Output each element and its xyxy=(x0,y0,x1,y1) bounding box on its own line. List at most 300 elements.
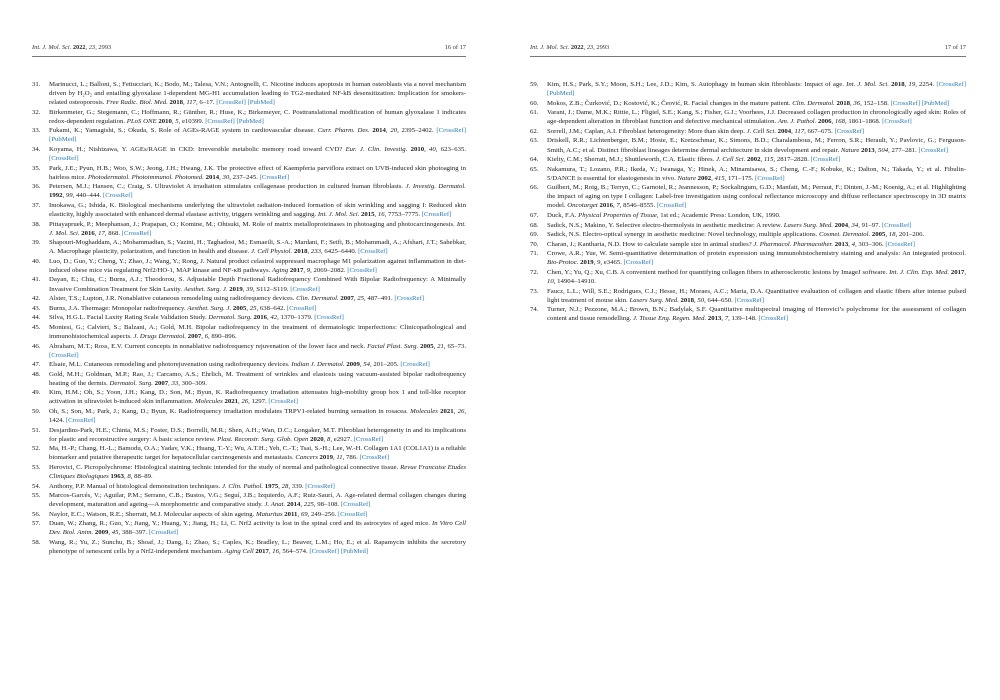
reference-authors-title: Kim, H.M.; Oh, S.; Yoon, J.H.; Kang, D.; Son, M.; Byun, K. Radiofrequency irradiation attenuates high-mobility group box 1 and toll-like receptor activation in ultraviolet b-induced skin inflammation. xyxy=(49,389,466,406)
reference-authors-title: Abraham, M.T.; Ross, E.V. Current concepts in nonablative radiofrequency rejuvenation of the lower face and neck. xyxy=(49,342,368,350)
reference-authors-title: Charan, J.; Kantharia, N.D. How to calculate sample size in animal studies? xyxy=(547,240,754,248)
reference-volume: 36 xyxy=(853,99,861,107)
reference-authors-title: Birkenmeier, G.; Stegemann, C.; Hoffmann, R.; Günther, R.; Huse, K.; Birkemeyer, C. Posttranslational modification of human glyoxalase 1 indicates redox-dependent regulation. xyxy=(49,108,466,125)
reference-volume: 28 xyxy=(281,482,289,490)
reference-item: 37. Imokawa, G.; Ishida, K. Biological mechanisms underlying the ultraviolet radiation-induced formation of skin wrinkling and sagging I: Reduced skin elasticity, highly associated with enhanced dermal elastase activity, triggers wrinkling and sagging. Int. J. Mol. Sci. 2015, 16, 7753–7775. [CrossRef] xyxy=(32,201,466,218)
reference-item: 73. Faucz, L.L.; Will, S.E.; Rodrigues, C.J.; Hesse, H.; Moraes, A.C.; Maria, D.A. Quantitative evaluation of collagen and elastic fibers after intense pulsed light treatment of mouse skin. Lasers Surg. Med. 2018, 50, 644–650. [CrossRef] xyxy=(530,287,966,304)
reference-volume: 25 xyxy=(249,304,257,312)
reference-volume: 117 xyxy=(794,127,805,135)
page-17 xyxy=(530,0,966,700)
reference-year: 2020 xyxy=(310,435,324,443)
reference-item: 66. Guilbert, M.; Roig, B.; Terryn, C.; Garnotel, R.; Jeannesson, P.; Sockalingum, G.D.; Manfait, M.; Perraut, F.; Dinten, J.-M.; Koenig, A.; et al. Highlighting the impact of aging on type I collagen: Label-free investigation using confocal reflectance microscopy and diffuse reflectance spectroscopy in 3D matrix model. Oncotarget 2016, 7, 8546–8555. [CrossRef] xyxy=(530,184,966,210)
reference-year: 2004 xyxy=(777,127,792,135)
reference-authors-title: Kielty, C.M.; Sherratt, M.J.; Shuttleworth, C.A. Elastic fibres. xyxy=(547,156,717,164)
reference-year: 2006 xyxy=(818,118,832,126)
reference-item: 35. Park, J.E.; Pyun, H.B.; Woo, S.W.; Jeong, J.H.; Hwang, J.K. The protective effect of Kaempferia parviflora extract on UVB-induced skin photoaging in hairless mice. Photodermatol. Photoimmunol. Photomed. 2014, 30, 237–245. [CrossRef] xyxy=(32,164,466,181)
reference-volume: 45 xyxy=(111,529,119,537)
reference-number: 47. xyxy=(32,361,41,369)
reference-item: 56. Naylor, E.C.; Watson, R.E.; Sherratt, M.J. Molecular aspects of skin ageing. Maturitas 2011, 69, 249–256. [CrossRef] xyxy=(32,510,368,518)
crossref-link[interactable]: [CrossRef] xyxy=(918,146,949,154)
reference-number: 70. xyxy=(530,240,539,248)
reference-volume: 21 xyxy=(437,342,444,350)
reference-volume: 26 xyxy=(457,408,465,416)
reference-pages: 8546–8555. xyxy=(623,202,656,210)
reference-authors-title: Kim, H.S.; Park, S.Y.; Moon, S.H.; Lee, J.D.; Kim, S. Autophagy in human skin fibroblasts: Impact of age. xyxy=(547,81,847,88)
reference-authors-title: Sadick, N.S. Electro-optical synergy in aesthetic medicine: Novel technology, multiple applications. xyxy=(547,231,819,239)
page-number: 16 of 17 xyxy=(444,44,466,51)
reference-journal: Curr. Pharm. Des. xyxy=(317,127,370,135)
reference-pages: 237–245. xyxy=(232,173,258,181)
reference-volume: 225 xyxy=(303,501,314,509)
reference-volume: 20 xyxy=(390,127,398,135)
reference-year: 2007 xyxy=(187,332,202,340)
reference-authors-title: Ma, H.-P.; Chang, H.-L.; Bamodu, O.A.; Yadav, V.K.; Huang, T.-Y.; Wu, A.T.H.; Yeh, C.-T.; Tsai, S.-H.; Lee, W.-H. Collagen 1A1 (COL1A1) is a reliable biomarker and putative therapeutic target for hepatocellular carcinogenesis and metastasis. xyxy=(49,445,466,462)
reference-number: 33. xyxy=(32,127,41,135)
reference-number: 34. xyxy=(32,145,41,153)
reference-number: 40. xyxy=(32,257,41,265)
reference-year: 2010 xyxy=(410,145,425,153)
reference-item: 31. Marinucci, L.; Balloni, S.; Fettucciari, K.; Bodo, M.; Talesa, V.N.; Antognelli, C. Nicotine induces apoptosis in human osteoblasts via a novel mechanism driven by H₂O₂ and entailing glyoxalase 1-dependent MG-H1 accumulation leading to TG2-mediated NF-kB desensitization: Implication for smokers-related osteoporosis. Free Radic. Biol. Med. 2018, 117, 6–17. [CrossRef] [PubMed] xyxy=(32,81,466,107)
crossref-link[interactable]: [CrossRef] xyxy=(309,548,340,556)
reference-item: 48. Gold, M.H.; Goldman, M.P.; Rao, J.; Carcamo, A.S.; Ehrlich, M. Treatment of wrinkles and elastosis using vacuum-assisted bipolar radiofrequency heating of the dermis. Dermatol. Surg. 2007, 33, 300–309. xyxy=(32,370,466,387)
crossref-link[interactable]: [CrossRef] xyxy=(290,285,320,293)
reference-journal: Eur. J. Clin. Investig. xyxy=(345,145,408,153)
crossref-link[interactable]: [CrossRef] xyxy=(436,127,466,135)
reference-volume: 9 xyxy=(597,259,601,267)
pubmed-link[interactable]: [PubMed] xyxy=(49,136,77,144)
article-number: 2993 xyxy=(596,44,610,51)
reference-item: 47. Elsaie, M.L. Cutaneous remodeling and photorejuvenation using radiofrequency devices. Indian J. Dermatol. 2009, 54, 201–205. [CrossRef] xyxy=(32,361,430,369)
reference-number: 38. xyxy=(32,220,41,228)
reference-item: 46. Abraham, M.T.; Ross, E.V. Current concepts in nonablative radiofrequency rejuvenation of the lower face and neck. Facial Plast. Surg. 2005, 21, 65–73. [CrossRef] xyxy=(32,342,467,359)
reference-journal: J. Cell Sci. xyxy=(716,156,746,164)
reference-number: 52. xyxy=(32,445,41,453)
reference-number: 54. xyxy=(32,482,41,490)
reference-year: 2017 xyxy=(950,269,965,277)
reference-authors-title: Duck, F.A. xyxy=(547,212,579,220)
crossref-link[interactable]: [CrossRef] xyxy=(421,210,452,218)
reference-item: 49. Kim, H.M.; Oh, S.; Yoon, J.H.; Kang, D.; Son, M.; Byun, K. Radiofrequency irradiation attenuates high-mobility group box 1 and toll-like receptor activation in ultraviolet b-induced skin inflammation. Molecules 2021, 26, 1297. [CrossRef] xyxy=(32,389,466,406)
reference-volume: 117 xyxy=(186,99,196,107)
reference-journal: Aging Cell xyxy=(224,548,254,556)
crossref-link[interactable]: [CrossRef] xyxy=(882,118,912,126)
reference-journal: Nature xyxy=(677,174,696,182)
reference-volume: 10 xyxy=(547,278,554,286)
reference-volume: 69 xyxy=(300,510,308,518)
reference-item: 61. Varani, J.; Dame, M.K.; Rittie, L.; Fligiel, S.E.; Kang, S.; Fisher, G.J.; Voorhees, J.J. Decreased collagen production in chronologically aged skin: Roles of age-dependent alteration in fibroblast function and defective mechanical stimulation. Am. J. Pathol. 2006, 168, 1861–1868. [CrossRef] xyxy=(530,109,966,126)
reference-year: 2013 xyxy=(861,146,875,154)
reference-journal: J. Tissue Eng. Regen. Med. xyxy=(633,315,707,323)
reference-item: 43. Burns, J.A. Thermage: Monopolar radiofrequency. Aesthet. Surg. J. 2005, 25, 638–642. [CrossRef] xyxy=(32,304,317,312)
reference-authors-title: Park, J.E.; Pyun, H.B.; Woo, S.W.; Jeong, J.H.; Hwang, J.K. The protective effect of Kaempferia parviflora extract on UVB-induced skin photoaging in hairless mice. xyxy=(49,164,466,181)
pubmed-link[interactable]: [PubMed] xyxy=(247,99,275,107)
reference-authors-title: Oh, S.; Son, M.; Park, J.; Kang, D.; Byun, K. Radiofrequency irradiation modulates TRPV1-related burning sensation in rosacea. xyxy=(49,408,411,416)
reference-pages: S112–S119. xyxy=(256,285,289,293)
reference-item: 71. Crowe, A.R.; Yue, W. Semi-quantitative determination of protein expression using immunohistochemistry staining and analysis: An integrated protocol. Bio-Protoc. 2019, 9, e3465. [CrossRef] xyxy=(530,250,966,267)
page-16 xyxy=(32,0,466,700)
reference-item: 70. Charan, J.; Kantharia, N.D. How to calculate sample size in animal studies? J. Pharmacol. Pharmacother. 2013, 4, 303–306. [CrossRef] xyxy=(530,240,916,248)
reference-number: 67. xyxy=(530,212,539,220)
reference-pages: 623–635. xyxy=(440,145,467,153)
reference-item: 38. Pittayapruek, P.; Meephansan, J.; Prapapan, O.; Komine, M.; Ohtsuki, M. Role of matrix metalloproteinases in photoaging and photocarcinogenesis. Int. J. Mol. Sci. 2016, 17, 868. [CrossRef] xyxy=(32,220,466,237)
crossref-link[interactable]: [CrossRef] xyxy=(65,417,96,425)
crossref-link[interactable]: [CrossRef] xyxy=(353,435,384,443)
reference-item: 44. Silva, H.G.L. Facial Laxity Rating Scale Validation Study. Dermatol. Surg. 2016, 42, 1370–1379. [CrossRef] xyxy=(32,314,344,322)
crossref-link[interactable]: [CrossRef] xyxy=(205,117,235,125)
reference-item: 40. Luo, D.; Guo, Y.; Cheng, Y.; Zhao, J.; Wang, Y.; Rong, J. Natural product celastrol suppressed macrophage M1 polarization against inflammation in diet-induced obese mice via regulating Nrf2/HO-1, MAP kinase and NF-κB pathways. Aging 2017, 9, 2069–2082. [CrossRef] xyxy=(32,257,466,274)
reference-authors-title: Petersen, M.J.; Hansen, C.; Craig, S. Ultraviolet A irradiation stimulates collagenase production in cultured human fibroblasts. xyxy=(49,183,406,191)
reference-authors-title: Crowe, A.R.; Yue, W. Semi-quantitative determination of protein expression using immunohistochemistry staining and analysis: An integrated protocol. xyxy=(547,250,966,258)
reference-list xyxy=(530,80,966,324)
reference-year: 1992 xyxy=(49,192,63,200)
reference-volume: 33 xyxy=(171,379,179,387)
reference-year: 2013 xyxy=(707,315,722,323)
reference-pages: 91–97. xyxy=(861,221,881,229)
crossref-link[interactable]: [CrossRef] xyxy=(49,351,79,359)
reference-journal: J. Anat. xyxy=(264,501,286,509)
reference-volume: 504 xyxy=(877,146,889,154)
reference-number: 66. xyxy=(530,184,539,192)
crossref-link[interactable]: [CrossRef] xyxy=(286,304,317,312)
reference-journal: Revue Francaise Etudes Cliniques Biologiques xyxy=(49,463,466,480)
reference-number: 71. xyxy=(530,250,539,258)
crossref-link[interactable]: [CrossRef] xyxy=(216,99,246,107)
crossref-link[interactable]: [CrossRef] xyxy=(121,229,152,237)
reference-pages: 300–309. xyxy=(181,379,207,387)
crossref-link[interactable]: [CrossRef] xyxy=(259,173,290,181)
reference-year: 2016 xyxy=(599,202,613,210)
reference-number: 31. xyxy=(32,81,41,88)
reference-journal: Indian J. Dermatol. xyxy=(291,361,345,369)
reference-authors-title: Dayan, E.; Chia, C.; Burns, A.J.; Theodorou, S. Adjustable Depth Fractional Radiofrequency Combined With Bipolar Radiofrequency: A Minimally Invasive Combination Treatment for Skin Laxity. xyxy=(49,276,466,293)
reference-item: 57. Duan, W.; Zhang, R.; Guo, Y.; Jiang, Y.; Huang, Y.; Jiang, H.; Li, C. Nrf2 activity is lost in the spinal cord and its astrocytes of aged mice. In Vitro Cell Dev. Biol. Anim. 2009, 45, 388–397. [CrossRef] xyxy=(32,520,466,537)
reference-number: 61. xyxy=(530,109,539,117)
reference-volume: 50 xyxy=(697,296,705,304)
crossref-link[interactable]: [CrossRef] xyxy=(268,398,298,406)
reference-item: 74. Turner, N.J.; Pezzone, M.A.; Brown, B.N.; Badylak, S.F. Quantitative multispectral imaging of Herovici’s polychrome for the assessment of collagen content and tissue remodelling. J. Tissue Eng. Regen. Med. 2013, 7, 139–148. [CrossRef] xyxy=(530,306,966,323)
reference-pages: 171–175. xyxy=(728,174,754,182)
reference-year: 2016 xyxy=(81,229,95,237)
pubmed-link[interactable]: [PubMed] xyxy=(236,117,264,125)
journal-volume: 23 xyxy=(586,44,594,51)
reference-volume: 168 xyxy=(834,118,846,126)
reference-authors-title: Nakamura, T.; Lozano, P.R.; Ikeda, Y.; Iwanaga, Y.; Hinek, A.; Minamisawa, S.; Cheng, C.-F.; Kobuke, K.; Dalton, N.; Takada, Y.; et al. Fibulin-5/DANCE is essential for elastogenesis in vivo. xyxy=(547,165,966,182)
reference-year: 2007 xyxy=(154,379,169,387)
reference-pages: e10399. xyxy=(181,117,204,125)
reference-item: 32. Birkenmeier, G.; Stegemann, C.; Hoffmann, R.; Günther, R.; Huse, K.; Birkemeyer, C. Posttranslational modification of human glyoxalase 1 indicates redox-dependent regulation. PLoS ONE 2010, 5, e10399. [CrossRef] [PubMed] xyxy=(32,108,466,125)
reference-item: 39. Shapouri-Moghaddam, A.; Mohammadian, S.; Vazini, H.; Taghadosi, M.; Esmaeili, S.-A.; Mardani, F.; Seifi, B.; Mohammadi, A.; Afshari, J.T.; Sahebkar, A. Macrophage plasticity, polarization, and function in health and disease. J. Cell Physiol. 2018, 233, 6425–6440. [CrossRef] xyxy=(32,239,466,256)
reference-pages: 564–574. xyxy=(282,548,308,556)
reference-journal: Int. J. Mol. Sci. xyxy=(49,220,466,237)
reference-pages: 98–108. xyxy=(317,501,340,509)
reference-authors-title: Naylor, E.C.; Watson, R.E.; Sherratt, M.J. Molecular aspects of skin ageing. xyxy=(49,510,256,518)
reference-volume: 42 xyxy=(270,314,278,322)
reference-authors-title: Herovici, C. Picropolychrome: Histological staining technic intended for the study of normal and pathological connective tissue. xyxy=(49,463,401,471)
reference-pages: 786. xyxy=(346,454,358,462)
reference-item: 41. Dayan, E.; Chia, C.; Burns, A.J.; Theodorou, S. Adjustable Depth Fractional Radiofrequency Combined With Bipolar Radiofrequency: A Minimally Invasive Combination Treatment for Skin Laxity. Aesthet. Surg. J. 2019, 39, S112–S119. [CrossRef] xyxy=(32,276,466,293)
reference-number: 36. xyxy=(32,183,41,191)
reference-volume: 115 xyxy=(763,156,774,164)
reference-volume: 8 xyxy=(127,473,131,480)
crossref-link[interactable]: [CrossRef] xyxy=(314,314,344,322)
reference-journal: Cosmet. Dermatol. xyxy=(819,231,871,239)
reference-number: 65. xyxy=(530,165,539,173)
pubmed-link[interactable]: [PubMed] xyxy=(921,99,950,107)
crossref-link[interactable]: [CrossRef] xyxy=(103,192,133,200)
reference-journal: Int. J. Mol. Sci. xyxy=(846,81,889,88)
crossref-link[interactable]: [CrossRef] xyxy=(890,99,921,107)
reference-pages: 487–491. xyxy=(367,295,393,303)
reference-pages: 65–73. xyxy=(447,342,467,350)
reference-volume: 9 xyxy=(306,266,311,274)
journal-citation: Int. J. Mol. Sci. 2022, 23, 2993 xyxy=(32,44,112,51)
reference-pages: 2395–2402. xyxy=(401,127,434,135)
reference-journal: Dermatol. Surg. xyxy=(109,379,153,387)
reference-authors-title: Shapouri-Moghaddam, A.; Mohammadian, S.; Vazini, H.; Taghadosi, M.; Esmaeili, S.-A.; Mardani, F.; Seifi, B.; Mohammadi, A.; Afshari, J.T.; Sahebkar, A. Macrophage plasticity, polarization, and function in health and disease. xyxy=(49,239,466,256)
reference-year: 2010 xyxy=(158,117,172,125)
reference-number: 32. xyxy=(32,108,41,116)
reference-pages: 249–256. xyxy=(310,510,337,518)
reference-item: 33. Fukami, K.; Yamagishi, S.; Okuda, S. Role of AGEs-RAGE system in cardiovascular disease. Curr. Pharm. Des. 2014, 20, 2395–2402. [CrossRef] [PubMed] xyxy=(32,127,466,144)
reference-authors-title: Pittayapruek, P.; Meephansan, J.; Prapapan, O.; Komine, M.; Ohtsuki, M. Role of matrix metalloproteinases in photoaging and photocarcinogenesis. xyxy=(49,220,457,228)
crossref-link[interactable]: [CrossRef] xyxy=(810,156,841,164)
crossref-link[interactable]: [CrossRef] xyxy=(337,510,368,518)
reference-item: 69. Sadick, N.S. Electro-optical synergy in aesthetic medicine: Novel technology, multiple applications. Cosmet. Dermatol. 2005, 18, 201–206. xyxy=(530,231,925,239)
reference-volume: 30 xyxy=(222,173,230,181)
crossref-link[interactable]: [CrossRef] xyxy=(734,296,765,304)
reference-journal: Dermatol. Surg. xyxy=(208,314,252,322)
crossref-link[interactable]: [CrossRef] xyxy=(358,248,388,256)
reference-authors-title: Luo, D.; Guo, Y.; Cheng, Y.; Zhao, J.; Wang, Y.; Rong, J. Natural product celastrol suppressed macrophage M1 polarization against inflammation in diet-induced obese mice via regulating Nrf2/HO-1, MAP kinase and NF-κB pathways. xyxy=(49,257,466,274)
crossref-link[interactable]: [CrossRef] xyxy=(758,315,789,323)
reference-pages: e3465. xyxy=(603,259,622,267)
reference-item: 58. Wang, R.; Yu, Z.; Sunchu, B.; Shoaf, J.; Dang, I.; Zhao, S.; Caples, K.; Bradley, L.; Beaver, L.M.; Ho, E.; et al. Rapamycin inhibits the secretory phenotype of senescent cells by a Nrf2-independent mechanism. Aging Cell 2017, 16, 564–574. [CrossRef] [PubMed] xyxy=(32,539,466,556)
reference-journal: Bio-Protoc. xyxy=(547,259,579,267)
crossref-link[interactable]: [CrossRef] xyxy=(347,266,377,274)
reference-item: 42. Alster, T.S.; Lupton, J.R. Nonablative cutaneous remodeling using radiofrequency devices. Clin. Dermatol. 2007, 25, 487–491. [CrossRef] xyxy=(32,295,425,303)
running-header xyxy=(530,44,966,56)
reference-journal: Molecules xyxy=(195,398,223,406)
reference-number: 58. xyxy=(32,539,41,547)
reference-year: 2016 xyxy=(253,314,267,322)
reference-pages: 303–306. xyxy=(858,240,884,248)
reference-number: 44. xyxy=(32,314,41,322)
reference-pages: 667–675. xyxy=(807,127,833,135)
reference-number: 64. xyxy=(530,156,539,164)
pubmed-link[interactable]: [PubMed] xyxy=(547,90,575,98)
journal-abbrev: Int. J. Mol. Sci. xyxy=(530,44,570,51)
journal-abbrev: Int. J. Mol. Sci. xyxy=(32,44,72,51)
reference-pages: 339. xyxy=(291,482,304,490)
crossref-link[interactable]: [CrossRef] xyxy=(623,259,654,267)
reference-journal: Molecules xyxy=(410,408,438,416)
reference-year: 2011 xyxy=(284,510,298,518)
reference-pages: 1424. xyxy=(49,417,65,425)
reference-authors-title: Montesi, G.; Calvieri, S.; Balzani, A.; Gold, M.H. Bipolar radiofrequency in the treatment of dermatologic imperfections: Clinicopathological and immunohistochemical aspects. xyxy=(49,323,466,340)
reference-journal: Photodermatol. Photoimmunol. Photomed. xyxy=(87,173,204,181)
reference-authors-title: Faucz, L.L.; Will, S.E.; Rodrigues, C.J.; Hesse, H.; Moraes, A.C.; Maria, D.A. Quantitative evaluation of collagen and elastic fibers after intense pulsed light treatment of mouse skin. xyxy=(547,287,966,304)
crossref-link[interactable]: [CrossRef] xyxy=(305,482,335,490)
crossref-link[interactable]: [CrossRef] xyxy=(359,454,390,462)
reference-journal: Lasers Surg. Med. xyxy=(783,221,833,229)
reference-pages: 1861–1868. xyxy=(848,118,881,126)
reference-journal: Clin. Dermatol. xyxy=(792,99,835,107)
reference-authors-title: Varani, J.; Dame, M.K.; Rittie, L.; Fligiel, S.E.; Kang, S.; Fisher, G.J.; Voorhees, J.J. Decreased collagen production in chronologically aged skin: Roles of age-dependent alteration in fibroblast function and defective mechanical stimulation. xyxy=(547,109,966,126)
reference-pages: 6–17. xyxy=(199,99,215,107)
reference-number: 63. xyxy=(530,137,539,145)
reference-authors-title: Marcos-Garcés, V.; Aguilar, P.M.; Serrano, C.B.; Bustos, V.G.; Seguí, J.B.; Izquierdo, A.F.; Ruiz-Saurí, A. Age-related dermal collagen changes during development, maturation and ageing—A morphometric and comparative study. xyxy=(49,492,466,509)
reference-volume: 26 xyxy=(241,398,249,406)
journal-citation: Int. J. Mol. Sci. 2022, 23, 2993 xyxy=(530,44,610,51)
reference-year: 2013 xyxy=(834,240,849,248)
reference-item: 53. Herovici, C. Picropolychrome: Histological staining technic intended for the study of normal and pathological connective tissue. Revue Francaise Etudes Cliniques Biologiques 1963, 8, 88–89. xyxy=(32,463,466,480)
reference-journal: J. Pharmacol. Pharmacother. xyxy=(753,240,834,248)
reference-authors-title: Turner, N.J.; Pezzone, M.A.; Brown, B.N.; Badylak, S.F. Quantitative multispectral imaging of Herovici’s polychrome for the assessment of collagen content and tissue remodelling. xyxy=(547,306,966,323)
reference-number: 62. xyxy=(530,127,539,135)
article-number: 2993 xyxy=(98,44,112,51)
reference-number: 46. xyxy=(32,342,41,350)
reference-year: 2014 xyxy=(372,127,386,135)
reference-year: 2018 xyxy=(680,296,694,304)
reference-pages: 644–650. xyxy=(707,296,733,304)
reference-volume: 16 xyxy=(272,548,280,556)
reference-pages: 2817–2828. xyxy=(776,156,809,164)
reference-authors-title: Imokawa, G.; Ishida, K. Biological mechanisms underlying the ultraviolet radiation-induced formation of skin wrinkling and sagging I: Reduced skin elasticity, highly associated with enhanced dermal elastase activity, triggers wrinkling and sagging. xyxy=(49,201,466,218)
reference-item xyxy=(530,211,966,220)
reference-authors-title: Fukami, K.; Yamagishi, S.; Okuda, S. Role of AGEs-RAGE system in cardiovascular disease. xyxy=(49,127,318,135)
reference-pages: 14904–14910. xyxy=(557,278,596,286)
reference-volume: 25 xyxy=(357,295,365,303)
reference-item: 45. Montesi, G.; Calvieri, S.; Balzani, A.; Gold, M.H. Bipolar radiofrequency in the treatment of dermatologic imperfections: Clinicopathological and immunohistochemical aspects. J. Drugs Dermatol. 2007, 6, 890–896. xyxy=(32,323,466,340)
reference-number: 39. xyxy=(32,239,41,247)
reference-pages: 440–444. xyxy=(76,192,102,200)
reference-year: 2002 xyxy=(746,156,761,164)
reference-pages: 2069–2082. xyxy=(313,266,346,274)
reference-item: 59. Kim, H.S.; Park, S.Y.; Moon, S.H.; Lee, J.D.; Kim, S. Autophagy in human skin fibroblasts: Impact of age. Int. J. Mol. Sci. 2018, 19, 2254. [CrossRef] [PubMed] xyxy=(530,81,966,98)
reference-journal: J. Clin. Pathol. xyxy=(221,482,264,490)
crossref-link[interactable]: [CrossRef] xyxy=(656,202,687,210)
crossref-link[interactable]: [CrossRef] xyxy=(394,295,425,303)
crossref-link[interactable]: [CrossRef] xyxy=(936,81,966,88)
reference-year: 2018 xyxy=(836,99,850,107)
reference-number: 56. xyxy=(32,510,41,518)
reference-item: 34. Koyama, H.; Nishizawa, Y. AGEs/RAGE in CKD: Irreversible metabolic memory road toward CVD? Eur. J. Clin. Investig. 2010, 40, 623–635. [CrossRef] xyxy=(32,145,467,163)
reference-item: 68. Sadick, N.S.; Makino, Y. Selective electro-thermolysis in aesthetic medicine: A review. Lasers Surg. Med. 2004, 34, 91–97. [CrossRef] xyxy=(530,221,912,229)
reference-item: 63. Driskell, R.R.; Lichtenberger, B.M.; Hoste, E.; Kretzschmar, K.; Simons, B.D.; Charalambous, M.; Ferron, S.R.; Herault, Y.; Pavlovic, G.; Ferguson-Smith, A.C.; et al. Distinct fibroblast lineages determine dermal architecture in skin development and repair. Nature 2013, 504, 277–281. [CrossRef] xyxy=(530,137,966,154)
reference-year: 2002 xyxy=(697,174,712,182)
reference-authors-title: Desjardins-Park, H.E.; Chinta, M.S.; Foster, D.S.; Borrelli, M.R.; Shen, A.H.; Wan, D.C.; Longaker, M.T. Fibroblast heterogeneity in and its implications for plastic and reconstructive surgery: A basic science review. xyxy=(49,426,466,443)
reference-journal: Int. J. Mol. Sci. xyxy=(317,210,360,218)
pubmed-link[interactable]: [PubMed] xyxy=(340,548,369,556)
reference-authors-title: Gold, M.H.; Goldman, M.P.; Rao, J.; Carcamo, A.S.; Ehrlich, M. Treatment of wrinkles and elastosis using vacuum-assisted bipolar radiofrequency heating of the dermis. xyxy=(49,370,466,387)
reference-volume: 17 xyxy=(98,229,105,237)
reference-journal: J. Drugs Dermatol. xyxy=(133,332,187,340)
reference-number: 68. xyxy=(530,221,539,229)
reference-year: 2005 xyxy=(871,231,886,239)
reference-volume: 54 xyxy=(363,361,370,369)
page-number: 17 of 17 xyxy=(944,44,966,51)
reference-item: 72. Chen, Y.; Yu, Q.; Xu, C.B. A convenient method for quantifying collagen fibers in atherosclerotic lesions by ImageJ software. Int. J. Clin. Exp. Med. 2017, 10, 14904–14910. xyxy=(530,269,966,286)
reference-volume: 99 xyxy=(65,192,73,200)
reference-journal: J. Investig. Dermatol. xyxy=(405,183,466,191)
reference-list xyxy=(32,80,466,557)
reference-volume: 6 xyxy=(204,332,208,340)
reference-journal: Int. J. Clin. Exp. Med. xyxy=(889,269,950,277)
reference-journal: Lasers Surg. Med. xyxy=(629,296,679,304)
reference-item: 52. Ma, H.-P.; Chang, H.-L.; Bamodu, O.A.; Yadav, V.K.; Huang, T.-Y.; Wu, A.T.H.; Yeh, C.-T.; Tsai, S.-H.; Lee, W.-H. Collagen 1A1 (COL1A1) is a reliable biomarker and putative therapeutic target for hepatocellular carcinogenesis and metastasis. Cancers 2019, 11, 786. [CrossRef] xyxy=(32,445,466,462)
reference-authors-title: Duan, W.; Zhang, R.; Guo, Y.; Jiang, Y.; Huang, Y.; Jiang, H.; Li, C. Nrf2 activity is lost in the spinal cord and its astrocytes of aged mice. xyxy=(49,520,432,528)
reference-journal: Physical Properties of Tissue xyxy=(578,212,657,220)
reference-authors-title: Marinucci, L.; Balloni, S.; Fettucciari, K.; Bodo, M.; Talesa, V.N.; Antognelli, C. Nicotine induces apoptosis in human osteoblasts via a novel mechanism driven by H₂O₂ and entailing glyoxalase 1-dependent MG-H1 accumulation leading to TG2-mediated NF-kB desensitization: Implication for smokers-related osteoporosis. xyxy=(49,81,466,107)
reference-item: 60. Mokos, Z.B.; Čurković, D.; Kostović, K.; Čeović, R. Facial changes in the mature patient. Clin. Dermatol. 2018, 36, 152–158. [CrossRef] [PubMed] xyxy=(530,99,950,107)
reference-number: 57. xyxy=(32,520,41,528)
reference-number: 55. xyxy=(32,492,41,500)
reference-pages: 868. xyxy=(108,229,121,237)
reference-pages: 88–89. xyxy=(134,473,153,480)
reference-year: 1963 xyxy=(110,473,124,480)
reference-volume: 18 xyxy=(888,231,896,239)
reference-number: 72. xyxy=(530,269,539,277)
reference-pages: 7753–7775. xyxy=(388,210,421,218)
crossref-link[interactable]: [CrossRef] xyxy=(755,174,785,182)
reference-journal: PLoS ONE xyxy=(126,117,157,125)
reference-year: 2017 xyxy=(289,266,304,274)
reference-authors-title: Elsaie, M.L. Cutaneous remodeling and photorejuvenation using radiofrequency devices. xyxy=(49,361,292,369)
reference-pages: 277–281. xyxy=(891,146,917,154)
reference-pages: 139–148. xyxy=(731,315,757,323)
reference-journal: Am. J. Pathol. xyxy=(777,118,817,126)
reference-year: 2018 xyxy=(891,81,905,88)
reference-volume: 16 xyxy=(377,210,385,218)
reference-journal: Aesthet. Surg. J. xyxy=(183,285,228,293)
reference-volume: 7 xyxy=(724,315,729,323)
reference-journal: In Vitro Cell Dev. Biol. Anim. xyxy=(49,520,466,537)
reference-year: 2015 xyxy=(361,210,375,218)
reference-pages: 152–158. xyxy=(863,99,889,107)
reference-authors-title: Koyama, H.; Nishizawa, Y. AGEs/RAGE in CKD: Irreversible metabolic memory road toward CVD? xyxy=(49,145,346,153)
crossref-link[interactable]: [CrossRef] xyxy=(400,361,430,369)
crossref-link[interactable]: [CrossRef] xyxy=(148,529,179,537)
reference-number: 35. xyxy=(32,164,41,172)
reference-number: 43. xyxy=(32,304,41,312)
header-rule xyxy=(32,56,466,57)
crossref-link[interactable]: [CrossRef] xyxy=(885,240,916,248)
reference-journal: J. Cell Physiol. xyxy=(251,248,293,256)
reference-authors-title: Sadick, N.S.; Makino, Y. Selective electro-thermolysis in aesthetic medicine: A review. xyxy=(547,221,784,229)
reference-volume: 5 xyxy=(175,117,179,125)
reference-journal: Maturitas xyxy=(255,510,283,518)
reference-number: 49. xyxy=(32,389,41,397)
crossref-link[interactable]: [CrossRef] xyxy=(834,127,865,135)
reference-year: 2014 xyxy=(286,501,301,509)
reference-item: 65. Nakamura, T.; Lozano, P.R.; Ikeda, Y.; Iwanaga, Y.; Hinek, A.; Minamisawa, S.; Cheng, C.-F.; Kobuke, K.; Dalton, N.; Takada, Y.; et al. Fibulin-5/DANCE is essential for elastogenesis in vivo. Nature 2002, 415, 171–175. [CrossRef] xyxy=(530,165,966,182)
reference-journal: Oncotarget xyxy=(567,202,598,210)
reference-pages: 638–642. xyxy=(259,304,286,312)
reference-item: 50. Oh, S.; Son, M.; Park, J.; Kang, D.; Byun, K. Radiofrequency irradiation modulates TRPV1-related burning sensation in rosacea. Molecules 2021, 26, 1424. [CrossRef] xyxy=(32,408,467,425)
crossref-link[interactable]: [CrossRef] xyxy=(881,221,912,229)
reference-pages: e2927. xyxy=(333,435,352,443)
reference-authors-title: Mokos, Z.B.; Čurković, D.; Kostović, K.; Čeović, R. Facial changes in the mature patient. xyxy=(547,99,793,107)
reference-item: 62. Sorrell, J.M.; Caplan, A.I. Fibroblast heterogeneity: More than skin deep. J. Cell Sci. 2004, 117, 667–675. [CrossRef] xyxy=(530,127,865,135)
reference-number: 42. xyxy=(32,295,41,303)
crossref-link[interactable]: [CrossRef] xyxy=(49,155,79,163)
reference-authors-title: Anthony, P.P. Manual of histological demonstration techniques. xyxy=(49,482,222,490)
reference-number: 53. xyxy=(32,463,41,471)
reference-journal: J. Cell Sci. xyxy=(746,127,776,135)
crossref-link[interactable]: [CrossRef] xyxy=(340,501,371,509)
reference-item: 51. Desjardins-Park, H.E.; Chinta, M.S.; Foster, D.S.; Borrelli, M.R.; Shen, A.H.; Wan, D.C.; Longaker, M.T. Fibroblast heterogeneity in and its implications for plastic and reconstructive surgery: A basic science review. Plast. Reconstr. Surg. Glob. Open 2020, 8, e2927. [CrossRef] xyxy=(32,426,466,443)
reference-volume: 8 xyxy=(326,435,331,443)
